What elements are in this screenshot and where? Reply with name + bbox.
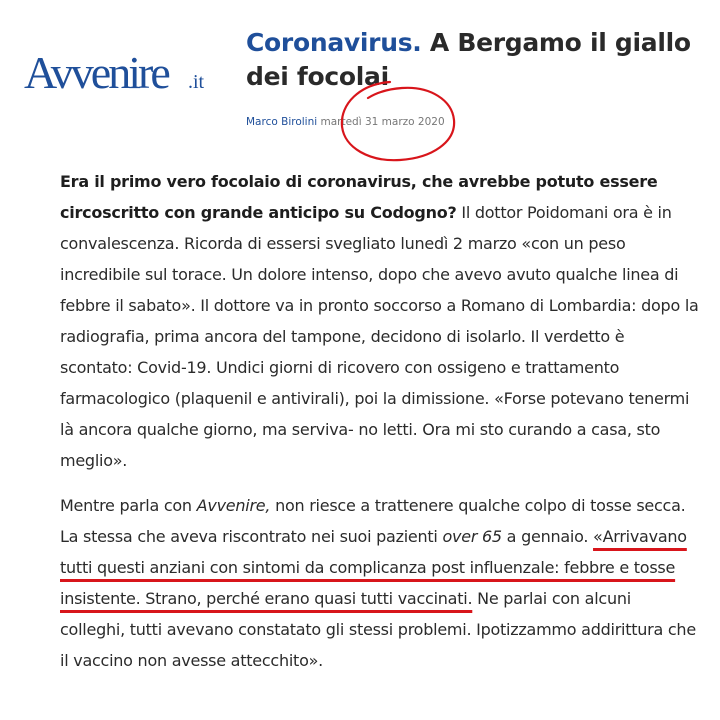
headline-kicker: Coronavirus. xyxy=(246,28,422,57)
over-65-mention: over 65 xyxy=(442,527,502,546)
paragraph-1 xyxy=(60,166,700,476)
logo-text: Avvenire xyxy=(24,47,168,98)
paragraph-2-text-d: Ne parlai con alcuni colleghi, tutti avevano constatato gli stessi problemi. Ipotizzammo addirittura che il vaccino non avesse attecchito». xyxy=(60,589,696,670)
avvenire-logo-mark xyxy=(24,40,224,110)
underlined-quote: «Arrivavano tutti questi anziani con sintomi da complicanza post influenzale: febbre e tosse insistente. Strano, perché erano quasi tutti vaccinati. xyxy=(60,527,687,608)
article-body xyxy=(60,166,700,690)
red-circle-annotation xyxy=(330,78,470,168)
headline-title: A Bergamo il giallo dei focolai xyxy=(246,28,691,91)
paragraph-2-text-c: a gennaio. xyxy=(501,527,594,546)
avvenire-logo[interactable] xyxy=(24,40,224,110)
paragraph-2-text-b: non riesce a trattenere qualche colpo di tosse secca. La stessa che aveva riscontrato nei suoi pazienti xyxy=(60,496,686,546)
article-headline xyxy=(246,26,716,94)
paragraph-1-text: Il dottor Poidomani ora è in convalescenza. Ricorda di essersi svegliato lunedì 2 marzo «con un peso incredibile sul torace. Un dolore intenso, dopo che avevo avuto qualche linea di febbre il sabato». Il dottore va in pronto soccorso a Romano di Lombardia: dopo la radiografia, prima ancora del tampone, decidono di isolarlo. Il verdetto è scontato: Covid-19. Undici giorni di ricovero con ossigeno e trattamento farmacologico (plaquenil e antivirali), poi la dimissione. «Forse potevano tenermi là ancora qualche giorno, ma serviva- no letti. Ora mi sto curando a casa, sto meglio». xyxy=(60,203,699,470)
paragraph-2 xyxy=(60,490,700,676)
paragraph-2-text-a: Mentre parla con xyxy=(60,496,197,515)
logo-suffix: .it xyxy=(188,71,205,93)
lead-sentence: Era il primo vero focolaio di coronavirus, che avrebbe potuto essere circoscritto con grande anticipo su Codogno? xyxy=(60,172,658,222)
publish-date: martedì 31 marzo 2020 xyxy=(320,116,445,128)
avvenire-mention: Avvenire, xyxy=(196,496,271,515)
author-link[interactable]: Marco Birolini xyxy=(246,116,318,128)
